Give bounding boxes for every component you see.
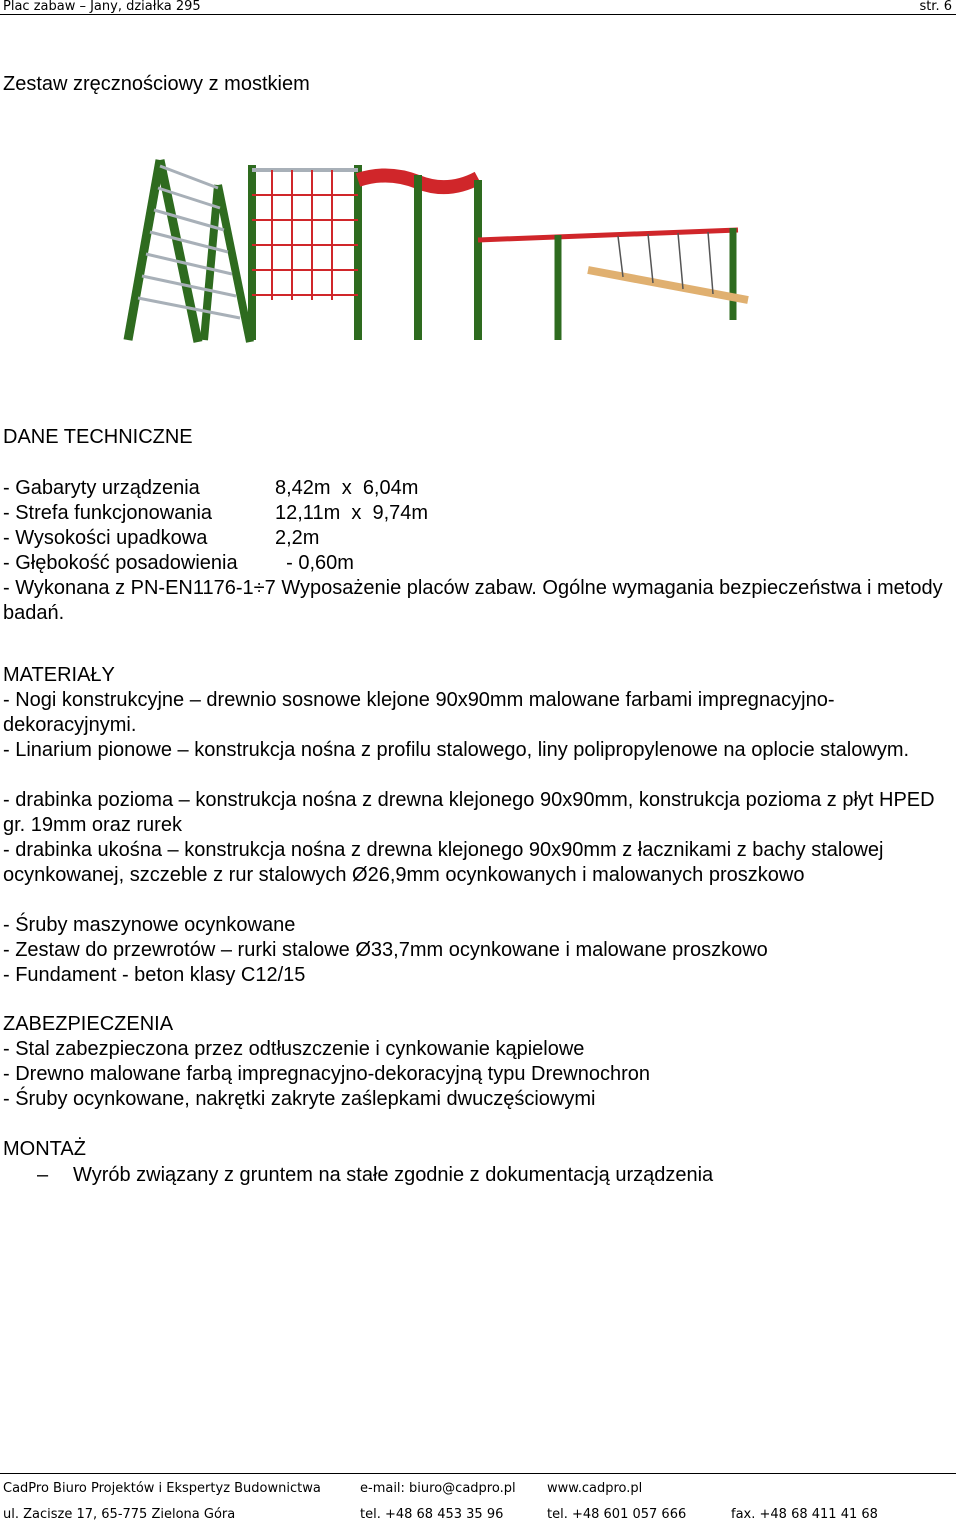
page-header: [0, 0, 956, 15]
spec-foundation-depth: [3, 551, 354, 576]
material-item: - Fundament - beton klasy C12/15: [3, 964, 306, 986]
material-item: - drabinka ukośna – konstrukcja nośna z drewna klejonego 90x90mm z łacznikami z bachy stalowej ocynkowanej, szczeble z rur stalowych Ø26,9mm ocynkowanych i malowanych proszkowo: [3, 839, 884, 886]
footer-fax: fax. +48 68 411 41 68: [731, 1507, 878, 1522]
product-illustration: [118, 150, 758, 360]
material-item: - Linarium pionowe – konstrukcja nośna z profilu stalowego, liny polipropylenowe na oplocie stalowym.: [3, 739, 910, 761]
safety-heading: ZABEZPIECZENIA: [3, 1013, 174, 1035]
spec-value: 12,11m x 9,74m: [275, 502, 429, 524]
material-item: - drabinka pozioma – konstrukcja nośna z drewna klejonego 90x90mm, konstrukcja pozioma z płyt HPED gr. 19mm oraz rurek: [3, 789, 935, 836]
header-left: Plac zabaw – Jany, działka 295: [3, 0, 201, 14]
install-dash: –: [37, 1164, 49, 1186]
spec-value: 8,42m x 6,04m: [275, 477, 419, 499]
safety-item: - Drewno malowane farbą impregnacyjno-dekoracyjną typu Drewnochron: [3, 1063, 650, 1085]
footer-address: ul. Zacisze 17, 65-775 Zielona Góra: [3, 1507, 236, 1522]
tech-heading: DANE TECHNICZNE: [3, 426, 193, 448]
material-item: - Zestaw do przewrotów – rurki stalowe Ø33,7mm ocynkowane i malowane proszkowo: [3, 939, 768, 961]
materials-heading: MATERIAŁY: [3, 664, 115, 686]
page-number: str. 6: [919, 0, 952, 14]
norm-text: - Wykonana z PN-EN1176-1÷7 Wyposażenie placów zabaw. Ogólne wymagania bezpieczeństwa i metody badań.: [3, 577, 943, 624]
spec-label: - Wysokości upadkowa: [3, 527, 208, 549]
safety-item: - Stal zabezpieczona przez odtłuszczenie i cynkowanie kąpielowe: [3, 1038, 585, 1060]
spec-label: - Strefa funkcjonowania: [3, 502, 213, 524]
spec-value: 2,2m: [275, 527, 320, 549]
footer-phone-1: tel. +48 68 453 35 96: [360, 1507, 504, 1522]
install-item: [37, 1163, 713, 1188]
install-heading: MONTAŻ: [3, 1138, 86, 1160]
diagonal-ladder: [128, 160, 250, 342]
safety-item: - Śruby ocynkowane, nakrętki zakryte zaślepkami dwuczęściowymi: [3, 1088, 596, 1110]
spec-value: - 0,60m: [275, 552, 354, 574]
footer-website[interactable]: www.cadpro.pl: [547, 1481, 643, 1496]
spec-label: - Gabaryty urządzenia: [3, 477, 200, 499]
rope-bridge: [478, 228, 748, 340]
horizontal-ladder: [358, 175, 478, 340]
spec-fall-height: [3, 526, 319, 551]
rope-net: [252, 165, 358, 340]
footer-phone-2: tel. +48 601 057 666: [547, 1507, 687, 1522]
spec-zone: [3, 501, 428, 526]
material-item: - Nogi konstrukcyjne – drewnio sosnowe klejone 90x90mm malowane farbami impregnacyjno-dekoracyjnymi.: [3, 689, 835, 736]
page-footer: [0, 1473, 956, 1524]
spec-dimensions: [3, 476, 418, 501]
footer-email[interactable]: e-mail: biuro@cadpro.pl: [360, 1481, 516, 1496]
spec-label: - Głębokość posadowienia: [3, 552, 238, 574]
page-title: Zestaw zręcznościowy z mostkiem: [3, 73, 310, 95]
footer-company: CadPro Biuro Projektów i Ekspertyz Budownictwa: [3, 1481, 321, 1496]
material-item: - Śruby maszynowe ocynkowane: [3, 914, 296, 936]
install-text: Wyrób związany z gruntem na stałe zgodnie z dokumentacją urządzenia: [73, 1164, 714, 1186]
